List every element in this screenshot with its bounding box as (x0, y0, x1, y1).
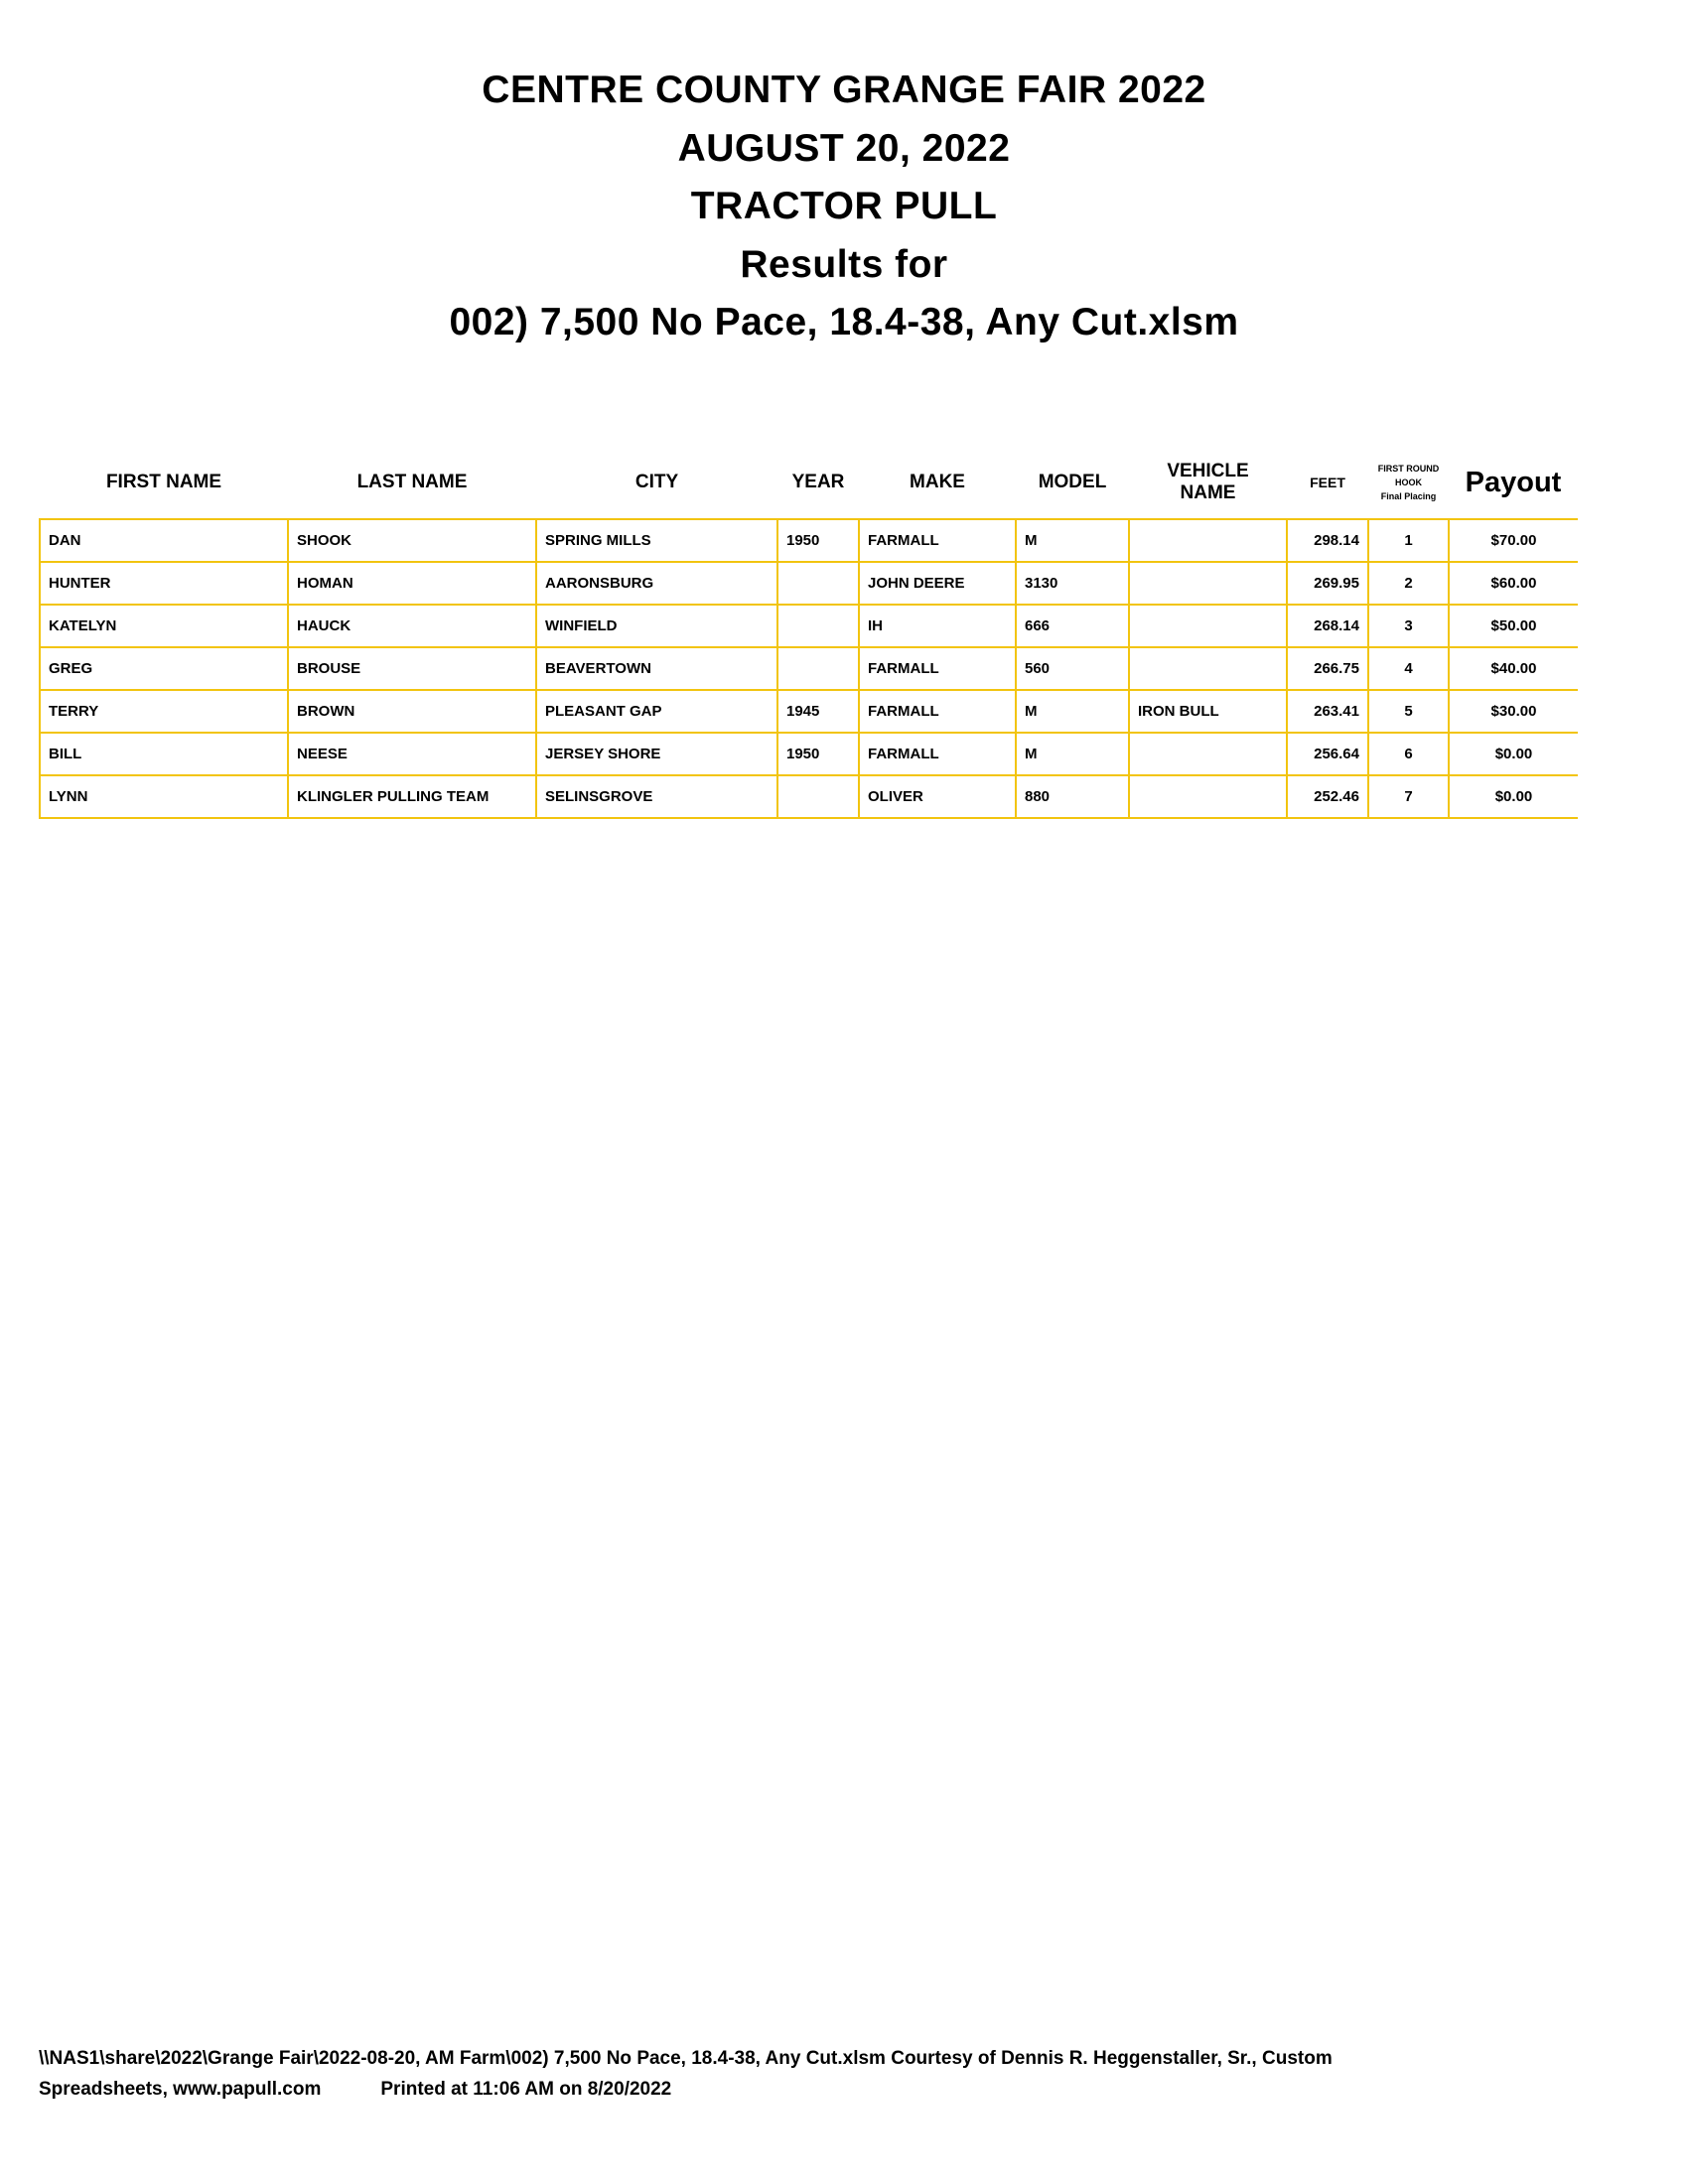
footer-courtesy: Spreadsheets, www.papull.com (39, 2079, 322, 2100)
header-vehicle-line1: VEHICLE (1167, 461, 1249, 481)
table-row (40, 519, 1578, 562)
cell-year (777, 647, 859, 690)
footer (39, 2043, 1627, 2105)
cell-model: 880 (1016, 775, 1129, 818)
cell-vehicle: IRON BULL (1129, 690, 1287, 733)
footer-printed-at: Printed at 11:06 AM on 8/20/2022 (380, 2079, 672, 2100)
header-vehicle-line2: NAME (1180, 482, 1236, 503)
header-last-name: LAST NAME (356, 472, 468, 492)
cell-last: NEESE (288, 733, 536, 775)
table-row (40, 775, 1578, 818)
cell-city: JERSEY SHORE (536, 733, 777, 775)
cell-place: 1 (1368, 519, 1449, 562)
cell-place: 3 (1368, 605, 1449, 647)
event-date: AUGUST 20, 2022 (677, 126, 1011, 170)
cell-last: BROUSE (288, 647, 536, 690)
table-row (40, 690, 1578, 733)
header-placing-line3: Final Placing (1380, 491, 1437, 501)
cell-last: KLINGLER PULLING TEAM (288, 775, 536, 818)
cell-year: 1945 (777, 690, 859, 733)
header-first-name: FIRST NAME (105, 472, 222, 492)
cell-city: SPRING MILLS (536, 519, 777, 562)
header-payout: Payout (1465, 466, 1562, 498)
class-name: 002) 7,500 No Pace, 18.4-38, Any Cut.xlsm (449, 301, 1239, 343)
cell-make: FARMALL (859, 647, 1016, 690)
cell-feet: 269.95 (1287, 562, 1368, 605)
cell-last: HOMAN (288, 562, 536, 605)
cell-first: BILL (40, 733, 288, 775)
header-year: YEAR (791, 472, 845, 492)
cell-vehicle (1129, 775, 1287, 818)
cell-model: 666 (1016, 605, 1129, 647)
cell-city: PLEASANT GAP (536, 690, 777, 733)
results-table (39, 447, 1578, 819)
cell-year (777, 562, 859, 605)
cell-model: M (1016, 690, 1129, 733)
cell-year (777, 775, 859, 818)
table-header-row (40, 447, 1578, 519)
cell-city: BEAVERTOWN (536, 647, 777, 690)
cell-last: SHOOK (288, 519, 536, 562)
cell-payout: $0.00 (1449, 775, 1578, 818)
cell-first: TERRY (40, 690, 288, 733)
document-title-block (0, 62, 1688, 352)
cell-payout: $40.00 (1449, 647, 1578, 690)
cell-year: 1950 (777, 519, 859, 562)
cell-feet: 256.64 (1287, 733, 1368, 775)
footer-path: \\NAS1\share\2022\Grange Fair\2022-08-20, AM Farm\002) 7,500 No Pace, 18.4-38, Any Cut.xlsm Courtesy of Dennis R. Heggenstaller, Sr., Custom (39, 2048, 1333, 2069)
cell-model: M (1016, 733, 1129, 775)
cell-make: FARMALL (859, 519, 1016, 562)
header-placing (1368, 447, 1449, 519)
cell-city: WINFIELD (536, 605, 777, 647)
cell-payout: $0.00 (1449, 733, 1578, 775)
cell-vehicle (1129, 647, 1287, 690)
cell-city: SELINSGROVE (536, 775, 777, 818)
cell-place: 5 (1368, 690, 1449, 733)
header-feet: FEET (1310, 475, 1345, 490)
cell-last: HAUCK (288, 605, 536, 647)
cell-feet: 263.41 (1287, 690, 1368, 733)
table-row (40, 562, 1578, 605)
fair-title: CENTRE COUNTY GRANGE FAIR 2022 (482, 68, 1206, 111)
cell-first: DAN (40, 519, 288, 562)
cell-place: 6 (1368, 733, 1449, 775)
table-row (40, 733, 1578, 775)
cell-model: 3130 (1016, 562, 1129, 605)
cell-model: 560 (1016, 647, 1129, 690)
results-for-label: Results for (740, 242, 948, 286)
cell-year: 1950 (777, 733, 859, 775)
cell-year (777, 605, 859, 647)
cell-payout: $30.00 (1449, 690, 1578, 733)
header-make: MAKE (910, 472, 965, 492)
header-vehicle-name (1129, 447, 1287, 519)
header-placing-line2: HOOK (1395, 478, 1422, 487)
cell-feet: 268.14 (1287, 605, 1368, 647)
cell-first: HUNTER (40, 562, 288, 605)
cell-vehicle (1129, 605, 1287, 647)
cell-place: 7 (1368, 775, 1449, 818)
header-model: MODEL (1038, 472, 1107, 492)
event-name: TRACTOR PULL (690, 185, 998, 227)
cell-city: AARONSBURG (536, 562, 777, 605)
cell-feet: 266.75 (1287, 647, 1368, 690)
cell-first: LYNN (40, 775, 288, 818)
cell-make: JOHN DEERE (859, 562, 1016, 605)
cell-place: 2 (1368, 562, 1449, 605)
cell-payout: $60.00 (1449, 562, 1578, 605)
header-city: CITY (634, 472, 679, 492)
cell-place: 4 (1368, 647, 1449, 690)
cell-feet: 252.46 (1287, 775, 1368, 818)
cell-make: FARMALL (859, 733, 1016, 775)
cell-last: BROWN (288, 690, 536, 733)
cell-payout: $50.00 (1449, 605, 1578, 647)
cell-vehicle (1129, 519, 1287, 562)
cell-make: IH (859, 605, 1016, 647)
cell-payout: $70.00 (1449, 519, 1578, 562)
cell-make: FARMALL (859, 690, 1016, 733)
table-row (40, 647, 1578, 690)
cell-make: OLIVER (859, 775, 1016, 818)
cell-first: GREG (40, 647, 288, 690)
cell-first: KATELYN (40, 605, 288, 647)
header-placing-line1: FIRST ROUND (1377, 464, 1440, 474)
cell-vehicle (1129, 562, 1287, 605)
cell-model: M (1016, 519, 1129, 562)
table-row (40, 605, 1578, 647)
cell-feet: 298.14 (1287, 519, 1368, 562)
cell-vehicle (1129, 733, 1287, 775)
